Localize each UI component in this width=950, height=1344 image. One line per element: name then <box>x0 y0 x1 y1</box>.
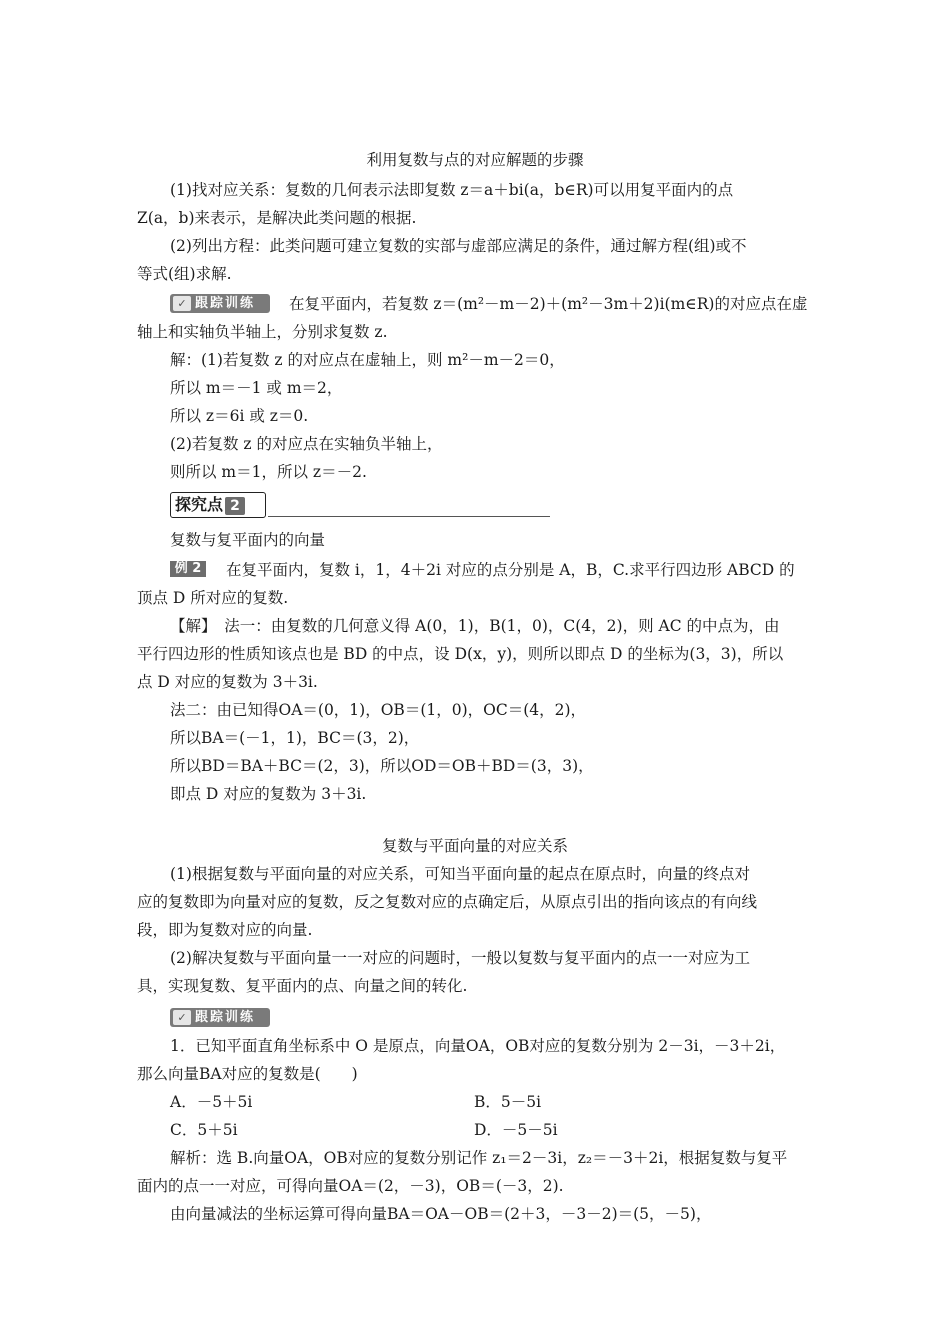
section-divider <box>268 516 550 517</box>
question1-line2: 那么向量BA对应的复数是( ) <box>137 1065 358 1083</box>
option-b: B．5－5i <box>474 1093 542 1111</box>
step1-line2: Z(a，b)来表示，是解决此类问题的根据. <box>137 209 417 227</box>
option-a: A．－5＋5i <box>170 1093 253 1111</box>
example2-line1: 在复平面内，复数 i，1，4＋2i 对应的点分别是 A，B，C.求平行四边形 ABCD 的 <box>226 561 795 579</box>
step1-line1: (1)找对应关系：复数的几何表示法即复数 z＝a＋bi(a，b∈R)可以用复平面内的点 <box>170 181 734 199</box>
heading-steps: 利用复数与点的对应解题的步骤 <box>366 151 584 169</box>
training1-line2: 轴上和实轴负半轴上，分别求复数 z. <box>137 323 388 341</box>
option-c: C．5＋5i <box>170 1121 238 1139</box>
training-badge-2 <box>170 1008 270 1027</box>
answer-line6: 所以BD＝BA＋BC＝(2，3)，所以OD＝OB＋BD＝(3，3)， <box>170 757 594 775</box>
answer-line2: 平行四边形的性质知该点也是 BD 的中点，设 D(x，y)，则所以即点 D 的坐标为(3，3)，所以 <box>137 645 784 663</box>
solution1-line4: (2)若复数 z 的对应点在实轴负半轴上， <box>170 435 443 453</box>
training-badge <box>170 294 270 313</box>
training-badge-label: 跟踪训练 <box>195 1010 256 1025</box>
check-icon: ✓ <box>173 296 191 311</box>
example-badge: 例 2 <box>170 561 206 577</box>
explore-point-badge <box>170 492 270 518</box>
relation2-line1: (2)解决复数与平面向量一一对应的问题时，一般以复数与复平面内的点一一对应为工 <box>170 949 750 967</box>
question1-line1: 1．已知平面直角坐标系中 O 是原点，向量OA，OB对应的复数分别为 2－3i，－3＋2i， <box>170 1037 786 1055</box>
answer-line7: 即点 D 对应的复数为 3＋3i. <box>170 785 367 803</box>
answer-line5: 所以BA＝(－1，1)，BC＝(3，2)， <box>170 729 420 747</box>
answer-line1: 【解】 法一：由复数的几何意义得 A(0，1)，B(1，0)，C(4，2)，则 AC 的中点为，由 <box>170 617 780 635</box>
answer-line3: 点 D 对应的复数为 3＋3i. <box>137 673 318 691</box>
analysis1-line1: 解析：选 B.向量OA，OB对应的复数分别记作 z₁＝2－3i，z₂＝－3＋2i，根据复数与复平 <box>170 1149 788 1167</box>
analysis1-line2: 面内的点一一对应，可得向量OA＝(2，－3)，OB＝(－3，2). <box>137 1177 564 1195</box>
step2-line1: (2)列出方程：此类问题可建立复数的实部与虚部应满足的条件，通过解方程(组)或不 <box>170 237 747 255</box>
explore-label: 探究点 <box>175 495 224 514</box>
analysis1-line3: 由向量减法的坐标运算可得向量BA＝OA－OB＝(2＋3，－3－2)＝(5，－5)， <box>170 1205 712 1223</box>
example2-line2: 顶点 D 所对应的复数. <box>137 589 289 607</box>
step2-line2: 等式(组)求解. <box>137 265 232 283</box>
relation1-line1: (1)根据复数与平面向量的对应关系，可知当平面向量的起点在原点时，向量的终点对 <box>170 865 750 883</box>
check-icon: ✓ <box>173 1010 191 1025</box>
explore-title: 复数与复平面内的向量 <box>170 531 326 549</box>
relation1-line3: 段，即为复数对应的向量. <box>137 921 313 939</box>
training1-line1: 在复平面内，若复数 z＝(m²－m－2)＋(m²－3m＋2)i(m∈R)的对应点在虚 <box>289 295 808 313</box>
relation2-line2: 具，实现复数、复平面内的点、向量之间的转化. <box>137 977 468 995</box>
explore-number: 2 <box>225 497 245 515</box>
option-d: D．－5－5i <box>474 1121 558 1139</box>
heading-relation: 复数与平面向量的对应关系 <box>381 837 568 855</box>
relation1-line2: 应的复数即为向量对应的复数，反之复数对应的点确定后，从原点引出的指向该点的有向线 <box>137 893 758 911</box>
solution1-line1: 解：(1)若复数 z 的对应点在虚轴上，则 m²－m－2＝0， <box>170 351 565 369</box>
training-badge-label: 跟踪训练 <box>195 296 256 311</box>
solution1-line5: 则所以 m＝1，所以 z＝－2. <box>170 463 367 481</box>
solution1-line2: 所以 m＝－1 或 m＝2， <box>170 379 343 397</box>
answer-line4: 法二：由已知得OA＝(0，1)，OB＝(1，0)，OC＝(4，2)， <box>170 701 587 719</box>
solution1-line3: 所以 z＝6i 或 z＝0. <box>170 407 309 425</box>
